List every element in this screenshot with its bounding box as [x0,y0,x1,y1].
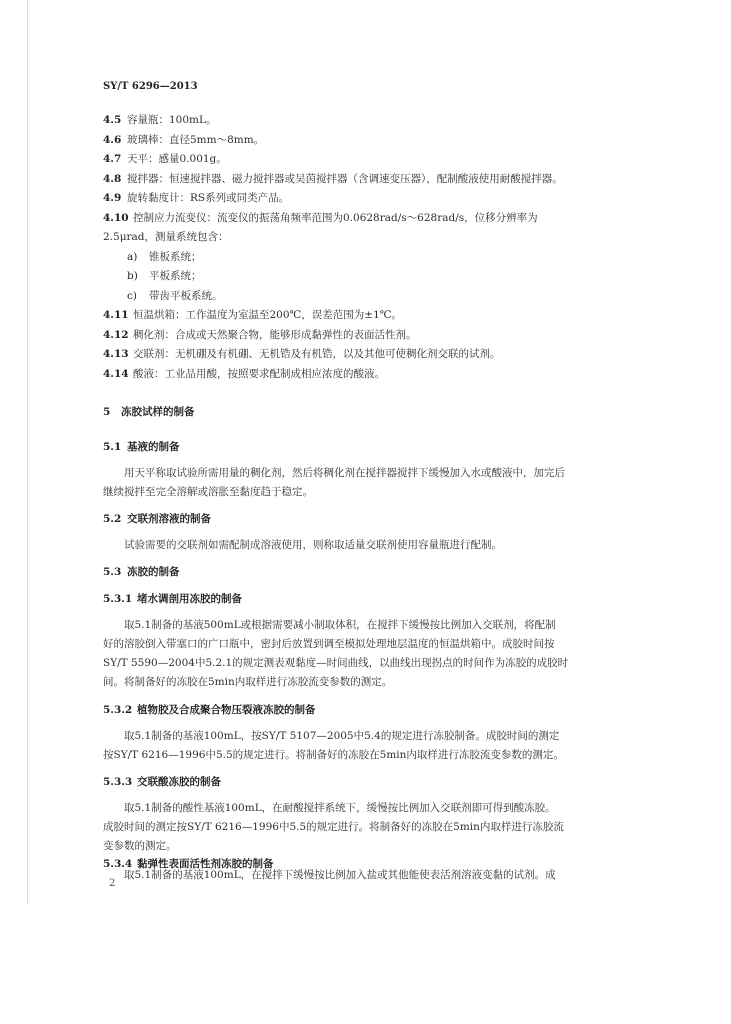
item-4-8 [103,172,563,186]
section-number: 5 [103,406,111,418]
item-text: 天平：感量0.001g。 [127,153,227,165]
item-text: 平板系统； [149,270,202,282]
section-number: 5.1 [103,441,122,453]
paragraph-text: SY/T 5590—2004中5.2.1的规定测表观黏度—时间曲线，以曲线出现拐点的时间作为冻胶的成胶时 [103,657,569,669]
section-number: 5.3.2 [103,704,133,716]
section-number: 5.3.3 [103,776,133,788]
section-5-3-2-heading [103,703,316,717]
paragraph-text: 成胶时间的测定按SY/T 6216—1996中5.5的规定进行。将制备好的冻胶在5min内取样进行冻胶流 [103,821,564,833]
section-title: 黏弹性表面活性剂冻胶的制备 [137,858,274,870]
paragraph-text: 按SY/T 6216—1996中5.5的规定进行。将制备好的冻胶在5min内取样进行冻胶流变参数的测定。 [103,749,564,761]
section-5-1-heading [103,440,180,454]
section-title: 植物胶及合成聚合物压裂液冻胶的制备 [137,704,316,716]
item-text: 容量瓶：100mL。 [127,114,217,126]
item-number: 4.13 [103,348,129,360]
paragraph-text: 试验需要的交联剂如需配制成溶液使用，则称取适量交联剂使用容量瓶进行配制。 [124,539,502,551]
item-text: 玻璃棒：直径5mm～8mm。 [127,134,265,146]
section-title: 交联酸冻胶的制备 [137,776,221,788]
item-text: 旋转黏度计：RS系列或同类产品。 [127,192,290,204]
item-4-14 [103,367,385,381]
item-number: 4.14 [103,368,129,380]
item-text: 交联剂：无机硼及有机硼、无机锆及有机锆，以及其他可使稠化剂交联的试剂。 [133,348,501,360]
paragraph-5-3-3-line1 [124,801,556,815]
section-5-3-1-heading [103,592,242,606]
section-5-3-heading [103,565,180,579]
section-number: 5.3.4 [103,858,133,870]
section-title: 堵水调剖用冻胶的制备 [137,593,242,605]
item-number: 4.7 [103,153,122,165]
item-4-11 [103,308,402,322]
section-title: 交联剂溶液的制备 [127,513,211,525]
paragraph-text: 继续搅拌至完全溶解或溶胀至黏度趋于稳定。 [103,486,313,498]
paragraph-5-3-2-line1 [124,729,559,743]
item-4-10-cont [103,230,229,244]
section-5-heading [103,405,195,419]
item-text: 带齿平板系统。 [149,290,223,302]
paragraph-text: 变参数的测定。 [103,840,177,852]
paragraph-5-3-1-line2 [103,637,555,651]
section-title: 冻胶试样的制备 [121,406,195,418]
item-text: 酸液：工业品用酸，按照要求配制成相应浓度的酸液。 [133,368,385,380]
item-number: 4.9 [103,192,122,204]
paragraph-text: 取5.1制备的酸性基液100mL，在耐酸搅拌系统下，缓慢按比例加入交联剂即可得到酸冻胶。 [124,802,556,814]
item-text: 锥板系统； [149,251,202,263]
item-4-10 [103,211,538,225]
item-number: 4.11 [103,309,129,321]
paragraph-5-3-1-line1 [124,618,556,632]
item-text: 搅拌器：恒速搅拌器、磁力搅拌器或吴茵搅拌器（含调速变压器），配制酸液使用耐酸搅拌器。 [127,173,563,185]
section-number: 5.2 [103,513,122,525]
section-number: 5.3 [103,566,122,578]
paragraph-text: 取5.1制备的基液100mL，在搅拌下缓慢按比例加入盐或其他能使表活剂溶液变黏的试剂。成 [124,869,556,881]
item-4-5 [103,113,216,127]
list-item-b [127,269,202,283]
section-title: 基液的制备 [127,441,180,453]
paragraph-5-3-3-line2 [103,820,564,834]
list-marker: a) [127,251,138,263]
list-item-c [127,289,223,303]
item-4-7 [103,152,227,166]
item-4-9 [103,191,289,205]
item-text: 稠化剂：合成或天然聚合物，能够形成黏弹性的表面活性剂。 [133,329,417,341]
list-marker: c) [127,290,137,302]
item-number: 4.10 [103,212,129,224]
paragraph-5-3-2-line2 [103,748,564,762]
item-number: 4.6 [103,134,122,146]
paragraph-5-1-line1 [124,466,565,480]
paragraph-5-3-1-line4 [103,675,392,689]
item-4-13 [103,347,501,361]
item-number: 4.8 [103,173,122,185]
item-number: 4.12 [103,329,129,341]
section-title: 冻胶的制备 [127,566,180,578]
list-marker: b) [127,270,138,282]
paragraph-5-3-4-line1 [124,868,556,882]
paragraph-5-3-3-line3 [103,839,177,853]
item-number: 4.5 [103,114,122,126]
list-item-a [127,250,202,264]
paragraph-text: 取5.1制备的基液100mL，按SY/T 5107—2005中5.4的规定进行冻胶制备。成胶时间的测定 [124,730,560,742]
standard-header: SY/T 6296—2013 [103,81,198,92]
paragraph-text: 用天平称取试验所需用量的稠化剂，然后将稠化剂在搅拌器搅拌下缓慢加入水或酸液中，加完后 [124,467,565,479]
paragraph-text: 间。将制备好的冻胶在5min内取样进行冻胶流变参数的测定。 [103,676,393,688]
paragraph-text: 取5.1制备的基液500mL或根据需要减小制取体积，在搅拌下缓慢按比例加入交联剂，将配制 [124,619,556,631]
scan-edge-line [27,0,28,905]
item-text: 控制应力流变仪：流变仪的振荡角频率范围为0.0628rad/s～628rad/s，位移分辨率为 [133,212,538,224]
section-number: 5.3.1 [103,593,133,605]
item-4-12 [103,328,417,342]
item-text: 2.5μrad，测量系统包含： [103,231,229,243]
page-number: 2 [109,878,116,889]
paragraph-text: 好的溶胶倒入带塞口的广口瓶中，密封后放置到调至模拟处理地层温度的恒温烘箱中。成胶时间按 [103,638,555,650]
paragraph-5-1-line2 [103,485,313,499]
section-5-2-heading [103,512,211,526]
paragraph-5-2 [124,538,502,552]
item-4-6 [103,133,264,147]
item-text: 恒温烘箱：工作温度为室温至200℃，误差范围为±1℃。 [133,309,403,321]
paragraph-5-3-1-line3 [103,656,568,670]
section-5-3-3-heading [103,775,221,789]
